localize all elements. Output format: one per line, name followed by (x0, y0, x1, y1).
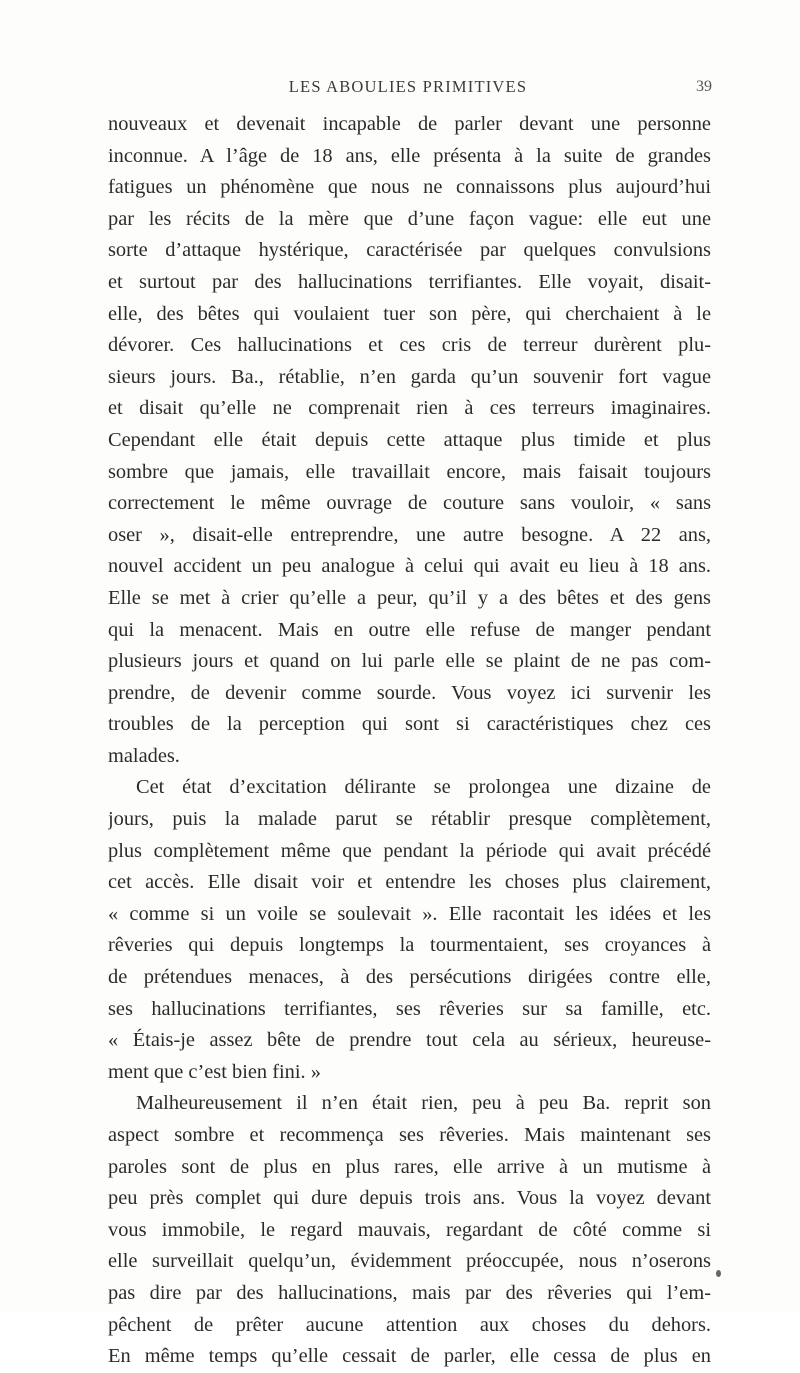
text-line: sieurs jours. Ba., rétablie, n’en garda qu’un souvenir fort vague (108, 365, 711, 388)
text-line: sorte d’attaque hystérique, caractérisée par quelques convulsions (108, 239, 711, 262)
text-line: « Étais-je assez bête de prendre tout cela au sérieux, heureuse- (108, 1029, 711, 1052)
page-number: 39 (696, 78, 712, 95)
text-line: « comme si un voile se soulevait ». Elle racontait les idées et les (108, 902, 711, 925)
text-line: fatigues un phénomène que nous ne connaissons plus aujourd’hui (108, 176, 711, 199)
text-line: elle, des bêtes qui voulaient tuer son père, qui cherchaient à le (108, 302, 711, 325)
text-line: qui la menacent. Mais en outre elle refuse de manger pendant (108, 618, 711, 641)
text-line: par les récits de la mère que d’une façon vague: elle eut une (108, 207, 711, 230)
text-line: oser », disait-elle entreprendre, une autre besogne. A 22 ans, (108, 523, 711, 546)
text-line: pas dire par des hallucinations, mais par des rêveries qui l’em- (108, 1281, 711, 1304)
text-line: prendre, de devenir comme sourde. Vous voyez ici survenir les (108, 681, 711, 704)
text-line: Elle se met à crier qu’elle a peur, qu’il y a des bêtes et des gens (108, 586, 711, 609)
text-line: Malheureusement il n’en était rien, peu à peu Ba. reprit son (136, 1092, 711, 1115)
text-line: aspect sombre et recommença ses rêveries. Mais maintenant ses (108, 1124, 711, 1146)
text-line: ses hallucinations terrifiantes, ses rêveries sur sa famille, etc. (108, 997, 711, 1020)
text-line: En même temps qu’elle cessait de parler, elle cessa de plus en (108, 1345, 711, 1368)
text-line: de prétendues menaces, à des persécutions dirigées contre elle, (108, 966, 711, 989)
ink-speck (716, 1270, 721, 1277)
text-line: paroles sont de plus en plus rares, elle arrive à un mutisme à (108, 1155, 711, 1178)
body-text (108, 109, 711, 1373)
text-line: rêveries qui depuis longtemps la tourmentaient, ses croyances à (108, 934, 711, 957)
text-line: malades. (108, 744, 180, 767)
text-line: plus complètement même que pendant la période qui avait précédé (108, 839, 711, 862)
text-line: troubles de la perception qui sont si caractéristiques chez ces (108, 713, 711, 736)
text-line: plusieurs jours et quand on lui parle elle se plaint de ne pas com- (108, 650, 711, 673)
text-line: et disait qu’elle ne comprenait rien à ces terreurs imaginaires. (108, 397, 711, 420)
text-line: cet accès. Elle disait voir et entendre les choses plus clairement, (108, 871, 711, 894)
text-line: Cependant elle était depuis cette attaque plus timide et plus (108, 428, 711, 451)
text-line: correctement le même ouvrage de couture sans vouloir, « sans (108, 492, 711, 515)
text-line: dévorer. Ces hallucinations et ces cris de terreur durèrent plu- (108, 334, 711, 357)
text-line: nouvel accident un peu analogue à celui qui avait eu lieu à 18 ans. (108, 555, 711, 578)
text-line: nouveaux et devenait incapable de parler devant une personne (108, 113, 711, 135)
text-line: ment que c’est bien fini. » (108, 1060, 321, 1083)
text-line: jours, puis la malade parut se rétablir presque complètement, (108, 808, 711, 831)
text-line: elle surveillait quelqu’un, évidemment préoccupée, nous n’oserons (108, 1250, 711, 1273)
running-title: LES ABOULIES PRIMITIVES (288, 77, 528, 96)
text-line: vous immobile, le regard mauvais, regardant de côté comme si (108, 1218, 711, 1241)
running-head (108, 77, 712, 97)
text-line: pêchent de prêter aucune attention aux choses du dehors. (108, 1313, 711, 1336)
text-line: Cet état d’excitation délirante se prolongea une dizaine de (136, 776, 711, 799)
text-line: et surtout par des hallucinations terrifiantes. Elle voyait, disait- (108, 270, 711, 293)
text-line: inconnue. A l’âge de 18 ans, elle présenta à la suite de grandes (108, 144, 711, 167)
text-line: sombre que jamais, elle travaillait encore, mais faisait toujours (108, 460, 711, 483)
text-line: peu près complet qui dure depuis trois ans. Vous la voyez devant (108, 1187, 711, 1210)
